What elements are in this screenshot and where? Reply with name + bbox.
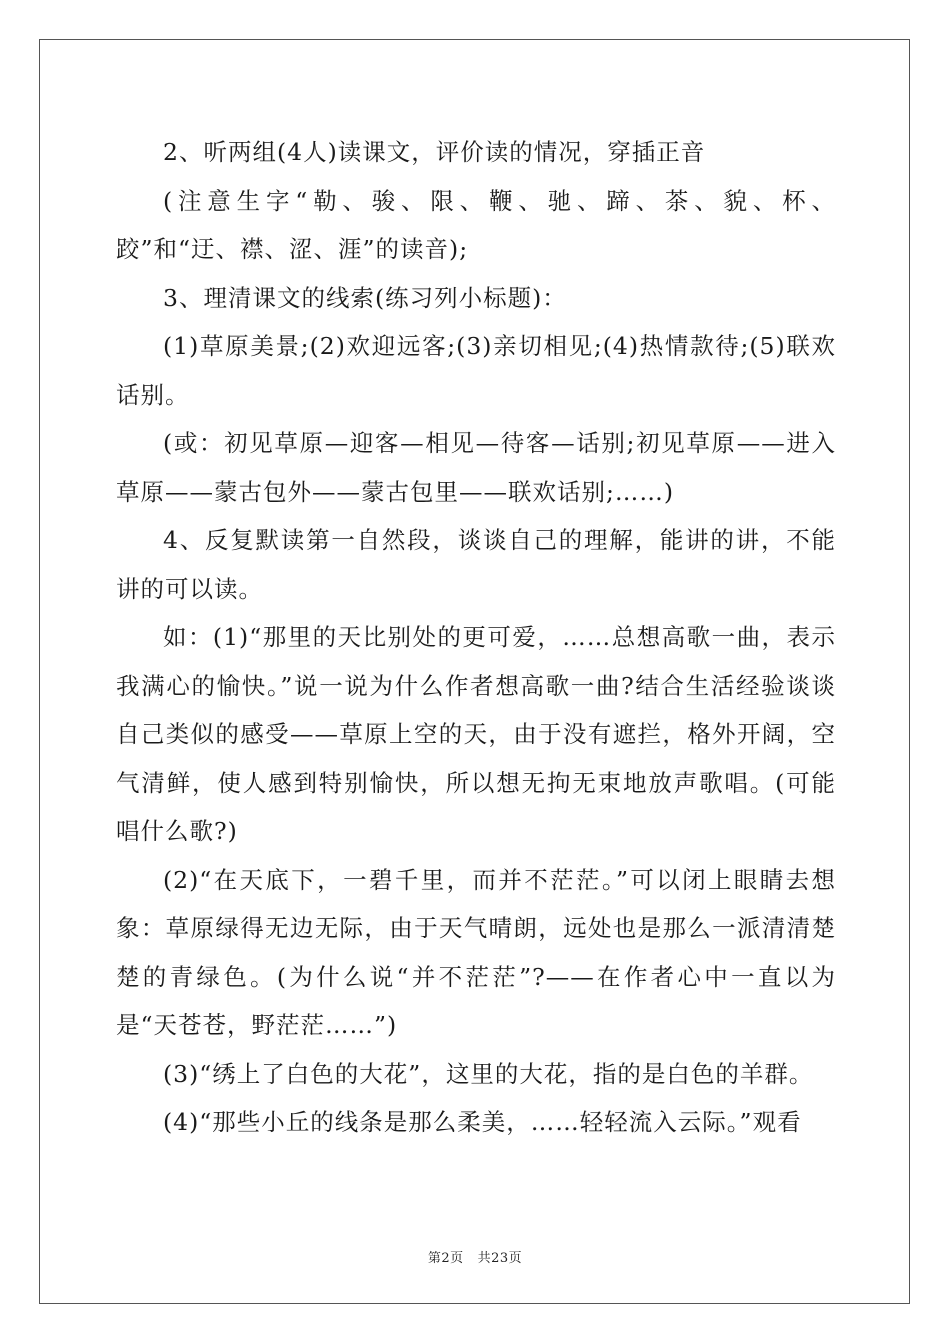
document-body xyxy=(116,128,836,1147)
paragraph-example-2: (2)“在天底下，一碧千里，而并不茫茫。”可以闭上眼睛去想象：草原绿得无边无际，由于天气晴朗，远处也是那么一派清清楚楚的青绿色。(为什么说“并不茫茫”?——在作者心中一直以为是“天苍苍，野茫茫……”) xyxy=(116,865,836,1039)
paragraph-step-3: 3、理清课文的线索(练习列小标题)： xyxy=(163,283,567,312)
page-total: 共23页 xyxy=(477,1251,523,1266)
paragraph-example-3: (3)“绣上了白色的大花”，这里的大花，指的是白色的羊群。 xyxy=(163,1059,814,1088)
paragraph-step-4: 4、反复默读第一自然段，谈谈自己的理解，能讲的讲，不能讲的可以读。 xyxy=(116,526,836,603)
paragraph-alternative-subtitles: (或：初见草原—迎客—相见—待客—话别;初见草原——进入草原——蒙古包外——蒙古包里——联欢话别;……) xyxy=(116,429,836,506)
page-footer xyxy=(0,1247,950,1266)
page-number: 第2页 xyxy=(427,1251,464,1266)
paragraph-note-new-characters: (注意生字“勒、骏、限、鞭、驰、蹄、茶、貌、杯、跤”和“迂、襟、涩、涯”的读音); xyxy=(116,186,836,263)
paragraph-step-2: 2、听两组(4人)读课文，评价读的情况，穿插正音 xyxy=(163,138,706,166)
paragraph-example-4: (4)“那些小丘的线条是那么柔美，……轻轻流入云际。”观看 xyxy=(163,1108,802,1136)
paragraph-example-1: 如：(1)“那里的天比别处的更可爱，……总想高歌一曲，表示我满心的愉快。”说一说为什么作者想高歌一曲?结合生活经验谈谈自己类似的感受——草原上空的天，由于没有遮拦，格外开阔，空气清鲜，使人感到特别愉快，所以想无拘无束地放声歌唱。(可能唱什么歌?) xyxy=(116,623,836,845)
paragraph-subtitles: (1)草原美景;(2)欢迎远客;(3)亲切相见;(4)热情款待;(5)联欢话别。 xyxy=(116,332,836,409)
